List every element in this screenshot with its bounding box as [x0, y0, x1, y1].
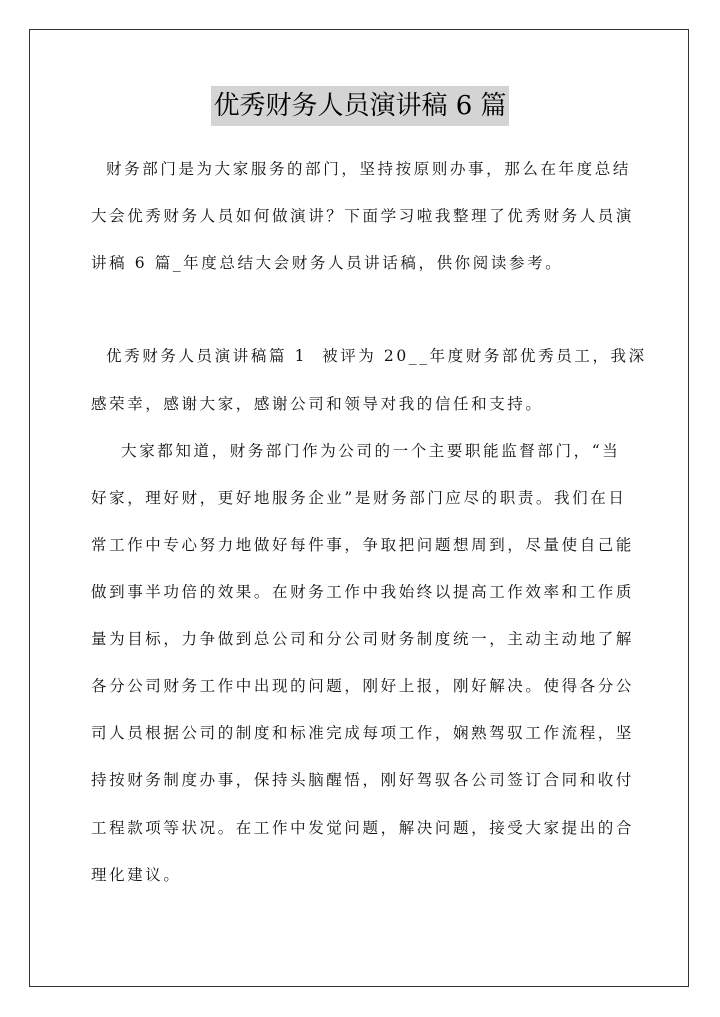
paragraph-line: 司人员根据公司的制度和标准完成每项工作，娴熟驾驭工作流程，坚 [91, 724, 635, 742]
title-container [0, 86, 720, 126]
paragraph-line: 大会优秀财务人员如何做演讲？下面学习啦我整理了优秀财务人员演 [91, 207, 635, 225]
paragraph-line: 优秀财务人员演讲稿篇 1 被评为 20__年度财务部优秀员工，我深 [91, 347, 647, 365]
paragraph-line: 大家都知道，财务部门作为公司的一个主要职能监督部门，“当 [91, 442, 621, 460]
paragraph-line: 工程款项等状况。在工作中发觉问题，解决问题，接受大家提出的合 [91, 819, 635, 837]
paragraph-line: 理化建议。 [91, 866, 182, 884]
paragraph-line: 常工作中专心努力地做好每件事，争取把问题想周到，尽量使自己能 [91, 536, 635, 554]
paragraph-line: 好家，理好财，更好地服务企业”是财务部门应尽的职责。我们在日 [91, 489, 627, 507]
paragraph-line: 持按财务制度办事，保持头脑醒悟，刚好驾驭各公司签订合同和收付 [91, 771, 635, 789]
paragraph-line: 做到事半功倍的效果。在财务工作中我始终以提高工作效率和工作质 [91, 583, 635, 601]
paragraph-line: 财务部门是为大家服务的部门，坚持按原则办事，那么在年度总结 [91, 160, 631, 178]
paragraph-line: 讲稿 6 篇_年度总结大会财务人员讲话稿，供你阅读参考。 [91, 254, 564, 272]
paragraph-line: 各分公司财务工作中出现的问题，刚好上报，刚好解决。使得各分公 [91, 677, 635, 695]
document-title: 优秀财务人员演讲稿 6 篇 [211, 86, 508, 126]
paragraph-line: 感荣幸，感谢大家，感谢公司和领导对我的信任和支持。 [91, 395, 544, 413]
paragraph-line: 量为目标，力争做到总公司和分公司财务制度统一，主动主动地了解 [91, 630, 635, 648]
